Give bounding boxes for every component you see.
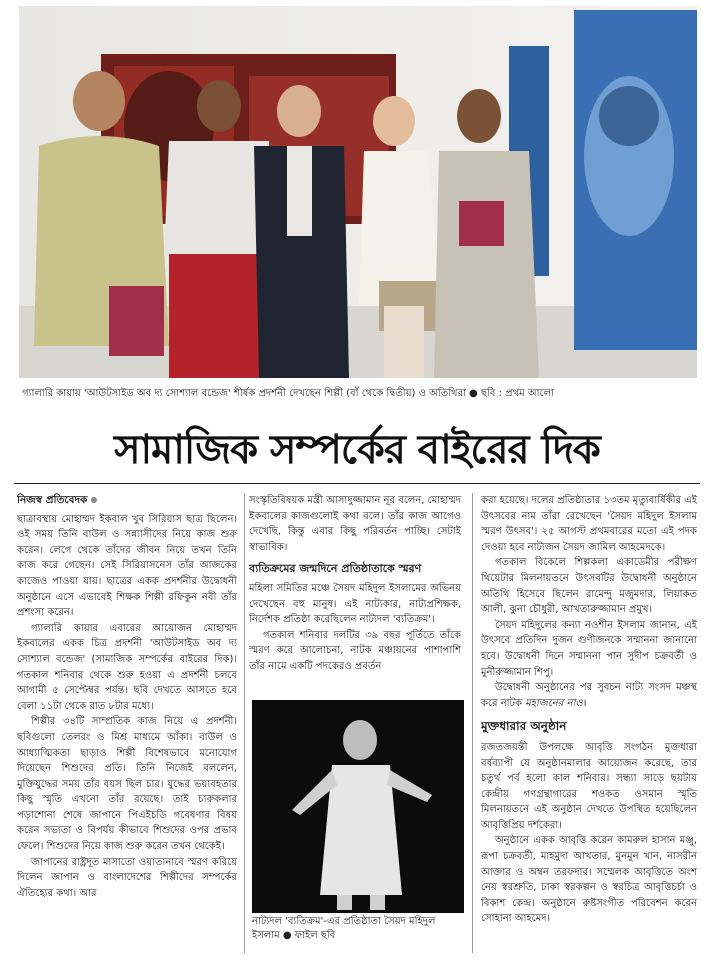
paragraph: করা হয়েছে। দলের প্রতিষ্ঠাতার ১৩তম মৃত্যুবার্ষিকীর এই উৎসবের নাম তাঁরা রেখেছেন 'সৈয়দ মহিদুল ইসলাম স্মরণ উৎসব'। ২৫ আগস্ট প্রথমবারের মতো এই পদক দেওয়া হবে নাট্যজন সৈয়দ জামিল আহমেদকে। — [481, 495, 697, 553]
subheading: ব্যতিক্রমের জন্মদিনে প্রতিষ্ঠাতাকে স্মরণ — [249, 562, 422, 576]
article-column-3 — [481, 493, 697, 953]
paragraph: উদ্বোধনী অনুষ্ঠানের পর সুবচন নাট্য সংসদ মঞ্চস্থ করে নাটক মহাজনের নাও। — [481, 682, 697, 709]
actor-photo-caption: নাট্যদল 'ব্যতিক্রম'-এর প্রতিষ্ঠাতা সৈয়দ মহিদুল ইসলাম ● ফাইল ছবি — [252, 916, 436, 941]
column-divider — [472, 493, 473, 953]
paragraph: ছাত্রাবস্থায় মোহাম্মদ ইকবাল খুব সিরিয়াস ছাত্র ছিলেন। ওই সময় তিনি বাউল ও সন্ন্যাসীদের নিয়ে কাজ শুরু করেন। লেগে থেকে তাঁদের জীবন নিয়ে তখন তিনি কাজ করে গেছেন। সেই সিরিয়াসনেস তাঁর আজকের কাজেও পাওয়া যায়। ছাত্রের একক প্রদর্শনীর উদ্বোধনী অনুষ্ঠানে এসে এভাবেই শিক্ষক শিল্পী রফিকুন নবী তাঁর প্রশংসা করেন। — [17, 513, 237, 619]
paragraph: অনুষ্ঠানে একক আবৃত্তি করেন কামরুল হাসান মঞ্জু, রূপা চক্রবর্তী, মাহমুদা আখতার, মুনমুন খান, নাসরীন আক্তার ও অম্বন তরফদার। সম্মেলক আবৃত্তিতে অংশ নেয় স্বরশ্রুতি, ঢাকা স্বরকল্পন ও স্বরচিত্র আবৃত্তিচর্চা ও বিকাশ কেন্দ্র। অনুষ্ঠানে রুষ্টসংগীত পরিবেশন করেন সোহানা আহমেদ। — [481, 835, 697, 925]
column-divider — [244, 493, 245, 953]
paragraph: জাপানের রাষ্ট্রদূত মাসাতো ওয়াতানাবে স্মরণ করিয়ে দিলেন জাপান ও বাংলাদেশের শিল্পীদের সম্পর্কের ঐতিহ্যের কথা। আর — [17, 856, 237, 899]
headline-rule — [14, 483, 700, 484]
article-column-1 — [17, 493, 237, 953]
paragraph: শিল্পীর ৩৪টি সাম্প্রতিক কাজ নিয়ে এ প্রদর্শনী। ছবিগুলো তেলরং ও মিশ্র মাধ্যমে আঁকা। বাউল ও আধ্যাত্মিকতা ছাড়াও শিল্পী বিশেষভাবে মনোযোগ দিয়েছেন শিশুদের প্রতি। তিনি নিজেই বললেন, মুক্তিযুদ্ধের সময় তাঁর বয়স ছিল চার। যুদ্ধের ভয়াবহতার কিছু স্মৃতি এখনো তাঁর রয়েছে। তাই চারুকলার পড়াশোনা শেষে জাপানে পিএইচডি গবেষণার বিষয় করেন সভ্যতা ও বিপর্যয় কীভাবে শিশুদের ওপর প্রভাব ফেলে। শিশুদের নিয়ে কাজ শুরু করেন তখন থেকেই। — [17, 716, 237, 853]
paragraph: সৈয়দ মহিদুলের কন্যা নওশীন ইসলাম জানান, এই উৎসবে প্রতিদিন দুজন গুণীজনকে সম্মাননা জানানো হবে। উদ্বোধনী দিনে সম্মাননা পান সুদীপ চক্রবর্তী ও মুনীরুজ্জামান শিপু। — [481, 619, 697, 678]
byline: নিজস্ব প্রতিবেদক — [17, 493, 237, 509]
paragraph: সংস্কৃতিবিষয়ক মন্ত্রী আসাদুজ্জামান নূর বলেন, মোহাম্মদ ইকবালের কাজগুলোই কথা বলে। তাঁর কাজ আগেও দেখেছি, কিন্তু এবার কিছু পরিবর্তন পাচ্ছি। সেটাই স্বাভাবিক। — [249, 495, 461, 553]
paragraph: মহিলা সমিতির মঞ্চে সৈয়দ মহিদুল ইসলামের অভিনয় দেখেছেন বহু মানুষ। এই নাট্যকার, নাট্যপ্রশিক্ষক, নির্দেশক প্রতিষ্ঠা করেছিলেন নাট্যদল 'ব্যতিক্রম'। — [249, 582, 461, 626]
paragraph: গতকাল বিকেলে শিল্পকলা একাডেমীর পরীক্ষণ থিয়েটার মিলনায়তনে উৎসবটির উদ্বোধনী অনুষ্ঠানে অতিথি হিসেবে ছিলেন রামেন্দু মজুমদার, লিয়াকত আলী, ঝুনা চৌধুরী, আখতারুজ্জামান প্রমুখ। — [481, 557, 697, 616]
paragraph: রজতজয়ন্তী উপলক্ষে আবৃত্তি সংগঠন মুক্তধারা বর্ষব্যাপী যে অনুষ্ঠানমালার আয়োজন করেছে, তার চতুর্থ পর্ব হলো কাল শনিবার। সন্ধ্যা সাড়ে ছয়টায় কেন্দ্রীয় গণগ্রন্থাগারের শওকত ওসমান স্মৃতি মিলনায়তনে এই অনুষ্ঠান দেখতে উপস্থিত হয়েছিলেন আবৃত্তিপ্রিয় দর্শকেরা। — [481, 741, 697, 831]
headline: সামাজিক সম্পর্কের বাইরের দিক — [114, 427, 600, 473]
actor-photo — [252, 700, 464, 913]
photo-caption: গ্যালারি কায়ায় 'আউটসাইড অব দ্য সোশ্যাল বন্ডেজ' শীর্ষক প্রদর্শনী দেখছেন শিল্পী (বাঁ থেকে দ্বিতীয়) ও অতিথিরা ● ছবি : প্রথম আলো — [22, 388, 554, 399]
section-heading: মুক্তধারার অনুষ্ঠান — [481, 719, 567, 734]
article-column-2 — [249, 493, 461, 683]
exhibition-photo — [19, 6, 697, 378]
paragraph: গ্যালারি কায়ার এবারের আয়োজন মোহাম্মদ ইকবালের একক চিত্র প্রদর্শনী 'আউটসাইড অব দ্য সোশ্যাল বন্ডেজ' (সামাজিক সম্পর্কের বাইরের দিক)। গতকাল শনিবার থেকে শুরু হওয়া এ প্রদর্শনী চলবে আগামী ৫ সেপ্টেম্বর পর্যন্ত। ছবি দেখতে আসতে হবে বেলা ১১টা থেকে রাত ৮টার মধ্যে। — [17, 622, 237, 712]
paragraph: গতকাল শনিবার দলটির ৩৯ বছর পূর্তিতে তাঁকে স্মরণ করে আলোচনা, নাটক মঞ্চায়নের পাশাপাশি তাঁর নামে একটি পদকেরও প্রবর্তন — [249, 629, 461, 672]
